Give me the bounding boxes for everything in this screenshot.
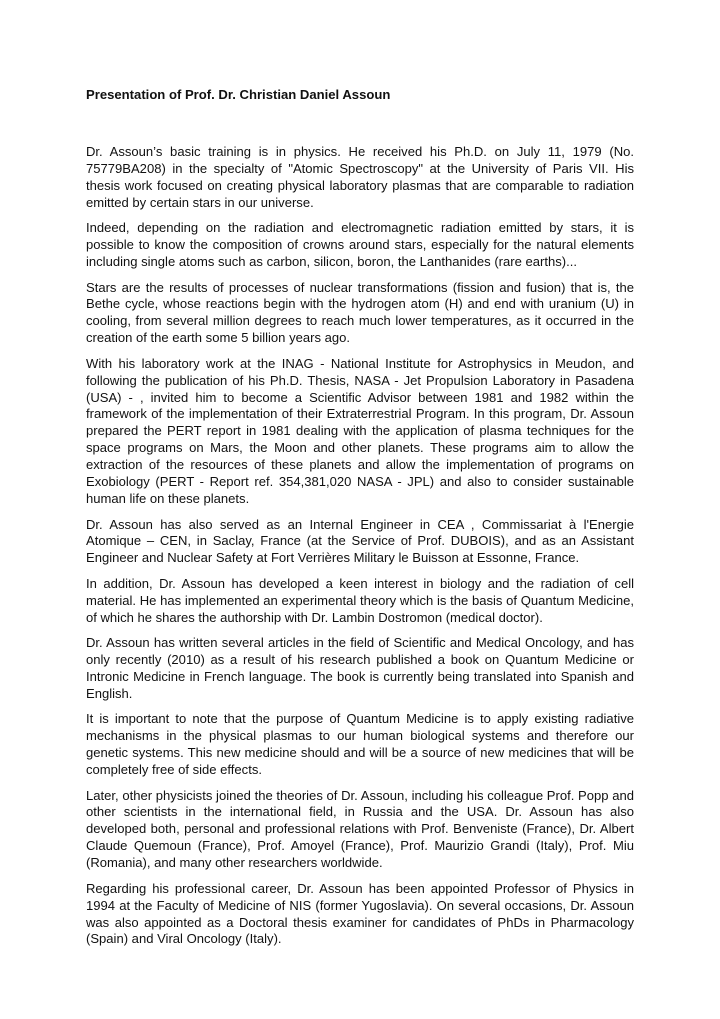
paragraph-biology: In addition, Dr. Assoun has developed a keen interest in biology and the radiation of cell material. He has implemented an experimental theory which is the basis of Quantum Medicine, of which he shares the authorship with Dr. Lambin Dostromon (medical doctor). xyxy=(86,575,634,625)
paragraph-quantum-medicine: It is important to note that the purpose of Quantum Medicine is to apply existing radiative mechanisms in the physical plasmas to our human biological systems and therefore our genetic systems. This new medicine should and will be a source of new medicines that will be completely free of side effects. xyxy=(86,711,634,778)
paragraph-cea: Dr. Assoun has also served as an Internal Engineer in CEA , Commissariat à l'Energie Atomique – CEN, in Saclay, France (at the Service of Prof. DUBOIS), and as an Assistant Engineer and Nuclear Safety at Fort Verrières Military le Buisson at Essonne, France. xyxy=(86,516,634,566)
paragraph-education: Dr. Assoun’s basic training is in physics. He received his Ph.D. on July 11, 1979 (No. 75779BA208) in the specialty of "Atomic Spectroscopy" at the University of Paris VII. His thesis work focused on creating physical laboratory plasmas that are comparable to radiation emitted by certain stars in our universe. xyxy=(86,144,634,210)
document-title: Presentation of Prof. Dr. Christian Daniel Assoun xyxy=(86,87,391,102)
paragraph-career: Regarding his professional career, Dr. Assoun has been appointed Professor of Physics in 1994 at the Faculty of Medicine of NIS (former Yugoslavia). On several occasions, Dr. Assoun was also appointed as a Doctoral thesis examiner for candidates of PhDs in Pharmacology (Spain) and Viral Oncology (Italy). xyxy=(86,880,634,947)
paragraph-radiation: Indeed, depending on the radiation and electromagnetic radiation emitted by stars, it is possible to know the composition of crowns around stars, especially for the natural elements including single atoms such as carbon, silicon, boron, the Lanthanides (rare earths)... xyxy=(86,220,634,270)
paragraph-stars: Stars are the results of processes of nuclear transformations (fission and fusion) that is, the Bethe cycle, whose reactions begin with the hydrogen atom (H) and end with uranium (U) in cooling, from several million degrees to reach much lower temperatures, as it occurred in the creation of the earth some 5 billion years ago. xyxy=(86,279,634,346)
paragraph-articles: Dr. Assoun has written several articles in the field of Scientific and Medical Oncology, and has only recently (2010) as a result of his research published a book on Quantum Medicine or Intronic Medicine in French language. The book is currently being translated into Spanish and English. xyxy=(86,635,634,701)
paragraph-colleagues: Later, other physicists joined the theories of Dr. Assoun, including his colleague Prof. Popp and other scientists in the international field, in Russia and the USA. Dr. Assoun has also developed both, personal and professional relations with Prof. Benveniste (France), Dr. Albert Claude Quemoun (France), Prof. Amoyel (France), Prof. Maurizio Grandi (Italy), Prof. Miu (Romania), and many other researchers worldwide. xyxy=(86,787,634,871)
document-page xyxy=(86,86,634,957)
document-body xyxy=(86,144,634,948)
paragraph-nasa: With his laboratory work at the INAG - National Institute for Astrophysics in Meudon, and following the publication of his Ph.D. Thesis, NASA - Jet Propulsion Laboratory in Pasadena (USA) - , invited him to become a Scientific Advisor between 1981 and 1982 within the framework of the implementation of their Extraterrestrial Program. In this program, Dr. Assoun prepared the PERT report in 1981 dealing with the application of plasma techniques for the space programs on Mars, the Moon and other planets. These programs aim to allow the extraction of the resources of these planets and allow the implementation of programs on Exobiology (PERT - Report ref. 354,381,020 NASA - JPL) and also to consider sustainable human life on these planets. xyxy=(86,355,634,506)
